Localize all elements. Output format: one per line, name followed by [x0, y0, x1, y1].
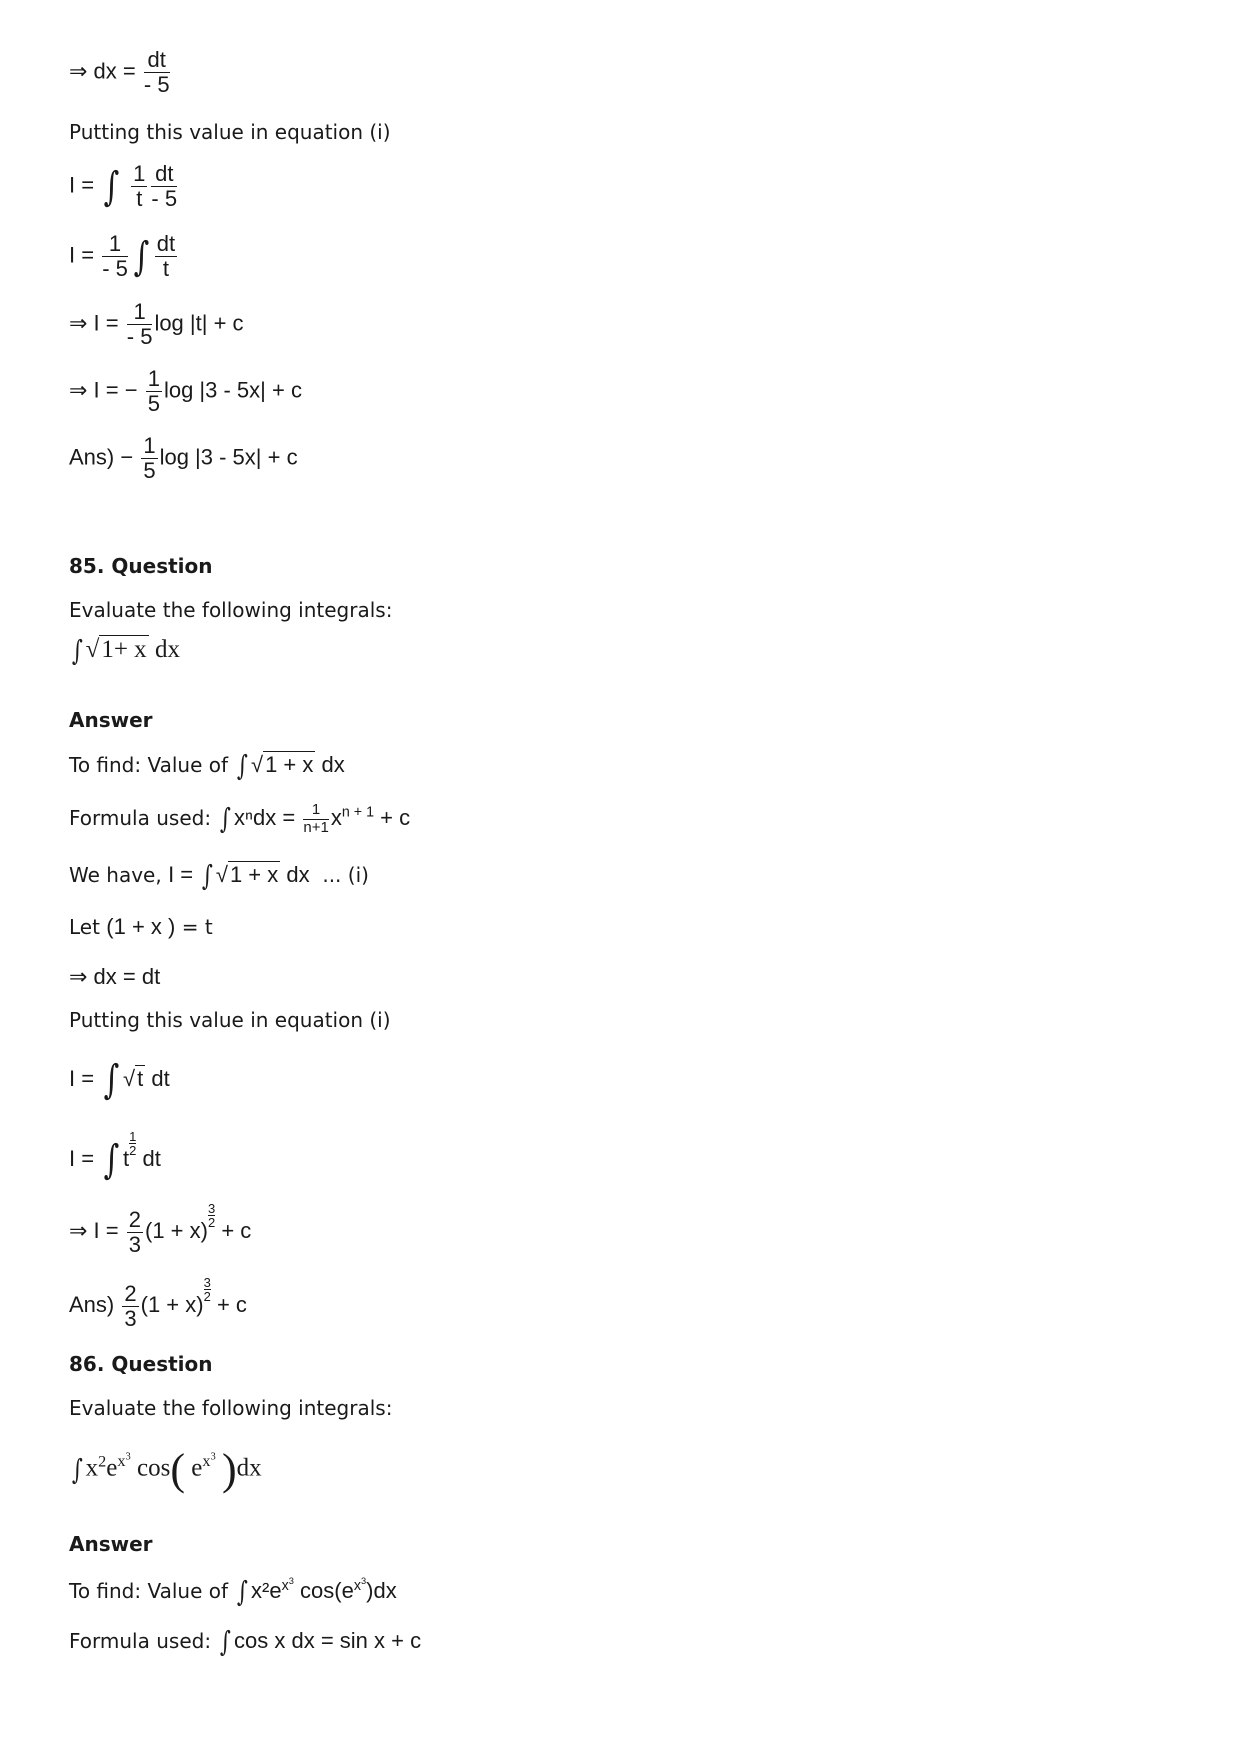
fractional-exponent [208, 1202, 215, 1229]
integral-sign-icon: ∫ [237, 1575, 249, 1609]
equation-log-result [69, 367, 302, 416]
sqrt: √t [123, 1065, 144, 1091]
fraction [303, 802, 328, 836]
fractional-exponent [129, 1130, 136, 1157]
equation-lhs: I = [69, 172, 95, 198]
question-86-prompt: Evaluate the following integrals: [69, 1396, 393, 1420]
equation-lhs: I = [69, 1146, 95, 1172]
equation-dx-substitution [69, 48, 172, 97]
equation-lhs: ⇒ I = [69, 310, 119, 336]
exponent-denominator: 2 [207, 1215, 216, 1230]
equation-lhs: ⇒ I = [69, 1218, 119, 1244]
radicand: 1 + x [265, 752, 314, 777]
integral-sign-icon: ∫ [71, 634, 83, 668]
denominator: - 5 [151, 186, 178, 212]
differential: dx [236, 1454, 262, 1482]
denominator: t [136, 186, 143, 212]
equation-integral-2 [69, 232, 179, 281]
numerator: 1 [143, 433, 156, 458]
radicand: 1 + x [229, 862, 279, 887]
integral-sign-icon: ∫ [237, 749, 249, 783]
equation-integral-1 [69, 162, 179, 211]
equation-lhs: ⇒ I = − [69, 377, 138, 403]
equation-rhs: log |3 - 5x| + c [159, 444, 298, 470]
integral-sign-icon: ∫ [202, 859, 214, 893]
answer-q84 [69, 434, 298, 483]
fraction [131, 162, 147, 211]
question-86-heading: 86. Question [69, 1352, 213, 1376]
integral-sign-icon: ∫ [103, 163, 120, 210]
radicand: 1+ x [101, 636, 147, 663]
equation-rhs: log |3 - 5x| + c [163, 377, 302, 403]
q85-answer [69, 1276, 247, 1331]
fraction [122, 1282, 138, 1331]
exponent: n + 1 [341, 804, 375, 821]
integral-sign-icon: ∫ [103, 1057, 120, 1103]
fraction [146, 367, 162, 416]
question-85-answer-label: Answer [69, 708, 153, 732]
q85-dx-dt: ⇒ dx = dt [69, 964, 161, 989]
fraction [127, 300, 153, 349]
differential: dx [154, 636, 180, 663]
to-find-text: To find: Value of [69, 1579, 229, 1604]
formula-text: Formula used: [69, 1629, 212, 1653]
exponent-denominator: 2 [129, 1143, 137, 1158]
equation-lhs: I = [69, 1065, 95, 1091]
denominator: t [162, 256, 169, 282]
numerator: 2 [124, 1280, 137, 1306]
q86-formula [69, 1625, 422, 1659]
q85-step-1 [69, 1057, 170, 1103]
denominator: 3 [124, 1305, 137, 1331]
exponent-numerator: 1 [129, 1129, 137, 1144]
fraction [144, 48, 170, 97]
differential: dt [142, 1146, 161, 1172]
equation-lhs: ⇒ dx = [69, 58, 136, 84]
fraction [155, 232, 177, 281]
numerator: 1 [147, 366, 160, 391]
equation-lhs: I = [69, 242, 95, 268]
q85-formula [69, 802, 410, 836]
expr-part: cos(e [300, 1578, 354, 1604]
sqrt: √1 + x [215, 862, 279, 887]
constant: + c [216, 1292, 247, 1318]
denominator: 3 [128, 1231, 141, 1257]
question-86-integral: ∫ $x^2e^{x^3}$ cos( $e^{x^3}$ )dx [71, 1445, 262, 1494]
q86-to-find: To find: Value of ∫ $x^2e^{x^3}$ $\cos(e^{x^3})dx$ [69, 1575, 397, 1609]
numerator: 1 [303, 802, 328, 820]
denominator: n+1 [303, 818, 329, 836]
equation-rhs: log |t| + c [154, 310, 244, 336]
q85-step-2 [69, 1129, 161, 1184]
question-85-integral [69, 634, 180, 668]
text-putting-value: Putting this value in equation (i) [69, 120, 391, 144]
base-x: x [85, 1454, 99, 1482]
denominator: - 5 [143, 72, 170, 98]
integral-sign-icon: ∫ [220, 802, 232, 835]
question-86-answer-label: Answer [69, 1532, 153, 1556]
answer-label: Ans) [69, 1292, 115, 1318]
base: t [123, 1146, 130, 1172]
base-e: e [191, 1454, 203, 1482]
integral-sign-icon: ∫ [103, 1137, 120, 1184]
integral-sign-icon: ∫ [71, 1453, 83, 1486]
base-e: e [106, 1454, 118, 1482]
equation-lhs: I = [168, 862, 194, 887]
numerator: dt [151, 162, 177, 187]
q85-we-have [69, 859, 369, 893]
base: (1 + x) [145, 1218, 208, 1244]
denominator: 5 [147, 391, 160, 417]
let-rhs: = t [181, 915, 213, 939]
differential: dx [321, 752, 345, 777]
denominator: 5 [143, 458, 156, 484]
we-have-text: We have, [69, 863, 162, 887]
question-85-prompt: Evaluate the following integrals: [69, 598, 393, 622]
let-text: Let [69, 915, 100, 939]
formula-expr: cos x dx = sin x + c [234, 1628, 422, 1653]
differential: dt [151, 1065, 170, 1091]
exponent-numerator: 3 [207, 1201, 216, 1216]
q85-putting: Putting this value in equation (i) [69, 1008, 391, 1032]
denominator: - 5 [126, 324, 153, 350]
numerator: 1 [102, 232, 128, 257]
exponent-denominator: 2 [203, 1289, 211, 1304]
radicand: t [137, 1065, 144, 1091]
fraction [102, 232, 128, 281]
numerator: 1 [133, 161, 146, 186]
to-find-text: To find: Value of [69, 753, 229, 777]
differential: dx [286, 862, 310, 887]
q85-let [69, 914, 213, 940]
expr-part: x²e [251, 1578, 282, 1604]
sqrt: √1 + x [251, 752, 314, 777]
integral-sign-icon: ∫ [133, 233, 150, 280]
expr-part: )dx [366, 1578, 397, 1604]
constant: + c [380, 804, 411, 830]
equation-ref: ... (i) [322, 863, 369, 887]
formula-text: Formula used: [69, 805, 212, 830]
fraction [127, 1208, 143, 1257]
formula-base: x [330, 804, 342, 830]
paren-open: ( [170, 1445, 185, 1494]
question-85-heading: 85. Question [69, 554, 213, 578]
formula-lhs: xⁿdx = [234, 804, 296, 830]
fraction [151, 162, 177, 211]
q85-to-find [69, 749, 345, 783]
numerator: dt [144, 48, 170, 73]
exponent-numerator: 3 [203, 1275, 211, 1290]
equation-log-t [69, 300, 244, 349]
numerator: 2 [128, 1206, 141, 1232]
q85-step-3 [69, 1202, 251, 1257]
integral-sign-icon: ∫ [220, 1625, 232, 1659]
denominator: - 5 [102, 256, 128, 282]
paren-close: ) [221, 1445, 237, 1494]
fractional-exponent [204, 1276, 211, 1303]
let-expression: (1 + x ) [106, 914, 176, 939]
numerator: 1 [127, 300, 153, 325]
constant: + c [221, 1218, 252, 1244]
answer-label: Ans) − [69, 444, 134, 470]
sqrt: √1+ x [85, 636, 147, 663]
cos-function: cos [136, 1454, 171, 1482]
fraction [141, 434, 157, 483]
numerator: dt [156, 231, 176, 256]
base: (1 + x) [140, 1292, 204, 1318]
